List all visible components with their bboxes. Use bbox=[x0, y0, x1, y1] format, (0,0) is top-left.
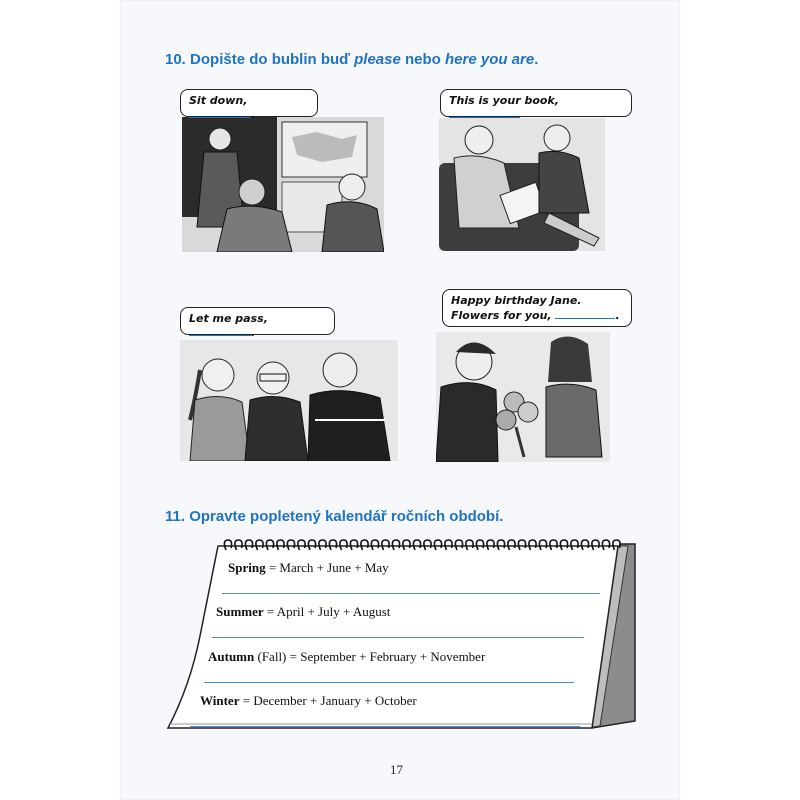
season-months: = March + June + May bbox=[265, 560, 389, 575]
bubble-text-line-1: Happy birthday Jane. bbox=[451, 294, 582, 307]
season-months: = December + January + October bbox=[239, 693, 417, 708]
option-here-you-are: here you are bbox=[445, 51, 535, 68]
calendar-row-autumn bbox=[208, 649, 485, 665]
bubble-text-line-2: Flowers for you, bbox=[451, 309, 552, 322]
bubble-text: Let me pass, bbox=[189, 312, 268, 325]
illustration-teens bbox=[180, 340, 398, 461]
season-name: Spring bbox=[228, 560, 266, 575]
calendar-row-summer bbox=[216, 604, 390, 620]
option-please: please bbox=[354, 51, 401, 68]
answer-line-spring[interactable] bbox=[222, 593, 600, 594]
illustration-flowers bbox=[436, 332, 610, 462]
illustration-classroom bbox=[182, 117, 384, 252]
speech-bubble-birthday bbox=[442, 289, 632, 327]
bubble-punctuation: . bbox=[251, 108, 256, 121]
bubble-punctuation: . bbox=[517, 108, 522, 121]
answer-blank[interactable] bbox=[189, 107, 251, 118]
answer-line-summer[interactable] bbox=[212, 637, 584, 638]
speech-bubble-sit-down bbox=[180, 89, 318, 121]
instruction-end: . bbox=[534, 51, 539, 68]
season-name: Winter bbox=[200, 693, 240, 708]
bubble-punctuation: . bbox=[615, 309, 620, 322]
season-alias: (Fall) bbox=[254, 649, 287, 664]
instruction-text: Opravte popletený kalendář ročních období. bbox=[189, 508, 504, 525]
instruction-text: Dopište do bublin buď bbox=[190, 51, 355, 68]
answer-line-winter[interactable] bbox=[190, 726, 580, 727]
instruction-text-middle: nebo bbox=[400, 51, 445, 68]
season-months: = September + February + November bbox=[286, 649, 486, 664]
season-name: Autumn bbox=[208, 649, 255, 664]
bubble-text: Sit down, bbox=[189, 94, 248, 107]
speech-bubble-your-book bbox=[440, 89, 632, 121]
bubble-punctuation: . bbox=[251, 326, 256, 339]
answer-blank[interactable] bbox=[449, 107, 517, 118]
season-months: = April + July + August bbox=[263, 604, 391, 619]
exercise-10-heading bbox=[165, 51, 538, 68]
speech-bubble-let-me-pass bbox=[180, 307, 335, 339]
answer-blank[interactable] bbox=[555, 308, 615, 319]
calendar-row-spring bbox=[228, 560, 389, 576]
season-name: Summer bbox=[216, 604, 264, 619]
bubble-text: This is your book, bbox=[449, 94, 559, 107]
page-number: 17 bbox=[390, 762, 403, 777]
calendar-row-winter bbox=[200, 693, 417, 709]
exercise-number: 10. bbox=[165, 51, 186, 68]
exercise-11-heading bbox=[165, 508, 503, 525]
answer-line-autumn[interactable] bbox=[204, 682, 574, 683]
exercise-number: 11. bbox=[165, 508, 186, 525]
answer-blank[interactable] bbox=[189, 325, 251, 336]
illustration-sofa bbox=[439, 118, 605, 251]
